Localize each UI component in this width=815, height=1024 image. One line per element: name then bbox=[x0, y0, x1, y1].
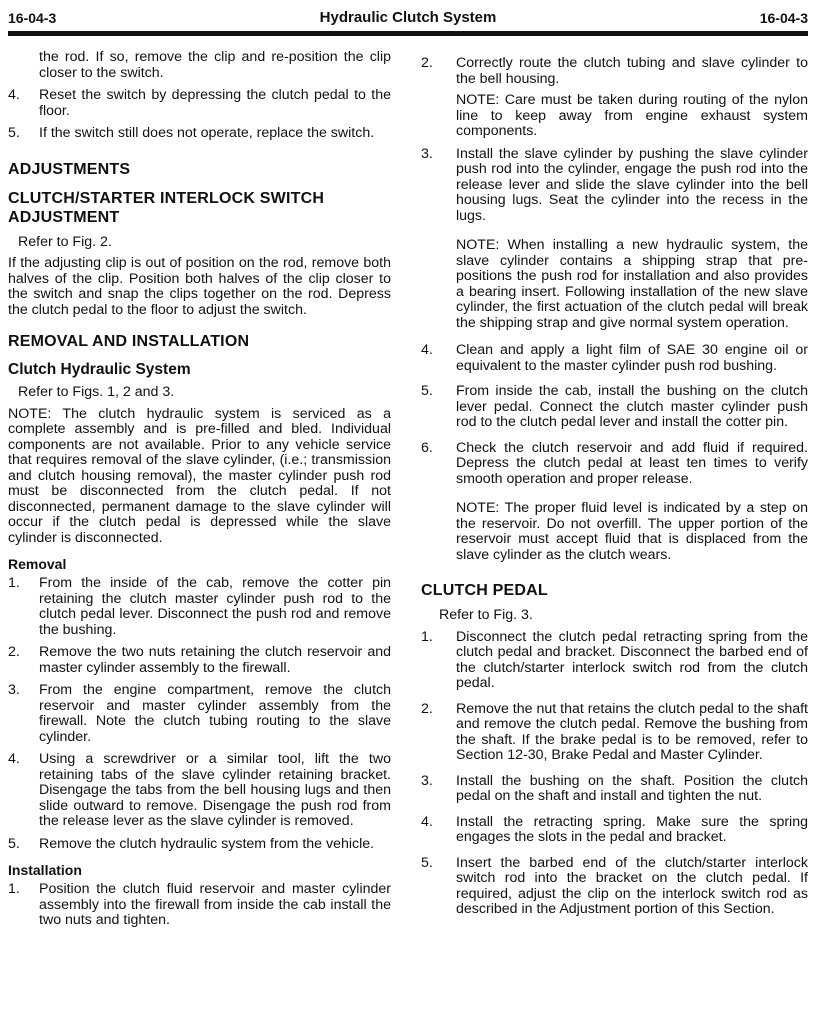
page-header bbox=[8, 8, 808, 30]
routing-note: NOTE: Care must be taken during routing of the nylon line to keep away from engine exhaust system components. bbox=[456, 92, 808, 139]
installation-step-6 bbox=[421, 441, 808, 564]
continued-step-text: the rod. If so, remove the clip and re-position the clip closer to the switch. bbox=[39, 49, 391, 81]
step-text: Correctly route the clutch tubing and slave cylinder to the bell housing. bbox=[456, 55, 808, 87]
removal-step-2 bbox=[8, 645, 391, 676]
step-text: Install the retracting spring. Make sure the spring engages the slots in the pedal and bracket. bbox=[456, 813, 808, 845]
step-text: Clean and apply a light film of SAE 30 engine oil or equivalent to the master cylinder push rod bushing. bbox=[456, 342, 808, 374]
service-note: NOTE: The clutch hydraulic system is serviced as a complete assembly and is pre-filled and bled. Individual components are not available. Prior to any vehicle service that requires removal of the slave cylinder, (i.e.; transmission and clutch housing removal), the master cylinder push rod must be disconnected from the clutch pedal. If not disconnected, permanent damage to the slave cylinder will occur if the clutch pedal is depressed while the slave cylinder is disconnected. bbox=[8, 405, 391, 546]
header-rule bbox=[8, 31, 808, 36]
heading-removal: Removal bbox=[8, 556, 67, 572]
installation-step-5 bbox=[421, 384, 808, 431]
step-text: From the engine compartment, remove the clutch reservoir and master cylinder assembly from the firewall. Note the clutch tubing routing to the slave cylinder. bbox=[39, 682, 391, 745]
removal-step-5 bbox=[8, 837, 391, 853]
heading-adjustments: ADJUSTMENTS bbox=[8, 160, 131, 178]
heading-installation: Installation bbox=[8, 862, 82, 878]
removal-step-1 bbox=[8, 576, 391, 638]
step-number: 5. bbox=[8, 125, 20, 141]
step-text: Remove the nut that retains the clutch pedal to the shaft and remove the clutch pedal. Remove the bushing from the shaft. If the brake pedal is to be removed, refer to Section 12-30, Brake Pedal and Master Cylinder. bbox=[456, 700, 808, 763]
step-number: 5. bbox=[421, 383, 433, 399]
installation-step-4 bbox=[421, 343, 808, 374]
fluid-level-note: NOTE: The proper fluid level is indicated by a step on the reservoir. Do not overfill. The upper portion of the reservoir must accept fluid that is displaced from the slave cylinder as the clutch wears. bbox=[456, 500, 808, 563]
step-text: From inside the cab, install the bushing on the clutch lever pedal. Connect the clutch master cylinder push rod to the clutch pedal lever and install the cotter pin. bbox=[456, 383, 808, 430]
pedal-step-5 bbox=[421, 856, 808, 918]
step-number: 6. bbox=[421, 439, 433, 456]
pedal-step-2 bbox=[421, 702, 808, 764]
removal-step-3 bbox=[8, 683, 391, 745]
step-number: 5. bbox=[421, 854, 433, 871]
step-text: Remove the two nuts retaining the clutch reservoir and master cylinder assembly to the firewall. bbox=[39, 644, 391, 676]
step-number: 1. bbox=[8, 575, 20, 591]
step-text: Remove the clutch hydraulic system from the vehicle. bbox=[39, 835, 375, 852]
heading-clutch-hydraulic-system: Clutch Hydraulic System bbox=[8, 361, 191, 378]
step-number: 3. bbox=[8, 682, 20, 698]
page-number-left: 16-04-3 bbox=[8, 10, 57, 26]
step-number: 2. bbox=[421, 700, 433, 717]
pedal-step-1 bbox=[421, 630, 808, 692]
step-text: Install the bushing on the shaft. Position the clutch pedal on the shaft and install and tighten the nut. bbox=[456, 772, 808, 804]
step-text: Install the slave cylinder by pushing the slave cylinder push rod into the cylinder, engage the push rod into the release lever and slide the slave cylinder into the bell housing lugs. Seat the cylinder into the recess in the lugs. bbox=[456, 145, 808, 224]
refer-fig-3: Refer to Fig. 3. bbox=[439, 607, 533, 623]
switch-step-4 bbox=[8, 88, 391, 119]
new-system-note: NOTE: When installing a new hydraulic system, the slave cylinder contains a shipping strap that pre-positions the push rod for installation and also provides a bearing insert. Following installation of the new slave cylinder, the first actuation of the clutch pedal will break the shipping strap and give normal system operation. bbox=[456, 237, 808, 331]
step-number: 1. bbox=[421, 628, 433, 645]
heading-interlock-switch-adjustment: CLUTCH/STARTER INTERLOCK SWITCH ADJUSTMENT bbox=[8, 189, 325, 226]
heading-clutch-pedal: CLUTCH PEDAL bbox=[421, 582, 548, 599]
step-number: 2. bbox=[8, 644, 20, 660]
step-number: 2. bbox=[421, 55, 433, 71]
refer-figs-1-2-3: Refer to Figs. 1, 2 and 3. bbox=[18, 384, 175, 400]
step-number: 4. bbox=[8, 751, 20, 767]
step-text: Position the clutch fluid reservoir and master cylinder assembly into the firewall from inside the cab install the two nuts and tighten. bbox=[39, 881, 391, 928]
installation-step-2 bbox=[421, 56, 808, 140]
page-number-right: 16-04-3 bbox=[759, 10, 808, 26]
refer-fig-2: Refer to Fig. 2. bbox=[18, 233, 112, 250]
step-text: If the switch still does not operate, replace the switch. bbox=[39, 125, 375, 141]
step-text: Disconnect the clutch pedal retracting spring from the clutch pedal and bracket. Disconnect the barbed end of the clutch/starter interlock switch rod from the clutch pedal. bbox=[456, 628, 808, 691]
page-title: Hydraulic Clutch System bbox=[319, 9, 497, 26]
installation-step-1 bbox=[8, 882, 391, 929]
pedal-step-3 bbox=[421, 774, 808, 805]
left-column bbox=[8, 50, 391, 936]
step-text: Reset the switch by depressing the clutch pedal to the floor. bbox=[39, 87, 391, 119]
step-number: 4. bbox=[421, 342, 433, 358]
switch-step-5 bbox=[8, 126, 391, 142]
step-number: 3. bbox=[421, 772, 433, 789]
heading-removal-installation: REMOVAL AND INSTALLATION bbox=[8, 333, 250, 350]
step-number: 4. bbox=[421, 813, 433, 830]
step-text: Check the clutch reservoir and add fluid if required. Depress the clutch pedal at least ten times to verify smooth operation and proper release. bbox=[456, 439, 808, 487]
removal-step-4 bbox=[8, 752, 391, 830]
installation-step-3 bbox=[421, 147, 808, 332]
step-number: 4. bbox=[8, 87, 20, 103]
step-number: 1. bbox=[8, 881, 20, 897]
step-number: 3. bbox=[421, 145, 433, 162]
step-text: Insert the barbed end of the clutch/starter interlock switch rod into the bracket on the clutch pedal. If required, adjust the clip on the interlock switch rod as described in the Adjustment portion of this Section. bbox=[456, 854, 808, 917]
step-text: Using a screwdriver or a similar tool, lift the two retaining tabs of the slave cylinder retaining bracket. Disengage the tabs from the bell housing lugs and then slide outward to remove. Disengage the push rod from the release lever as the slave cylinder is removed. bbox=[39, 751, 391, 829]
right-column bbox=[421, 56, 808, 925]
pedal-step-4 bbox=[421, 815, 808, 846]
step-text: From the inside of the cab, remove the cotter pin retaining the clutch master cylinder push rod to the clutch pedal lever. Disconnect the push rod and remove the bushing. bbox=[39, 575, 391, 638]
step-number: 5. bbox=[8, 835, 20, 852]
adjustment-paragraph: If the adjusting clip is out of position on the rod, remove both halves of the clip. Position both halves of the clip closer to the switch and snap the clips together on the rod. Depress the clutch pedal to the floor to adjust the switch. bbox=[8, 255, 391, 318]
